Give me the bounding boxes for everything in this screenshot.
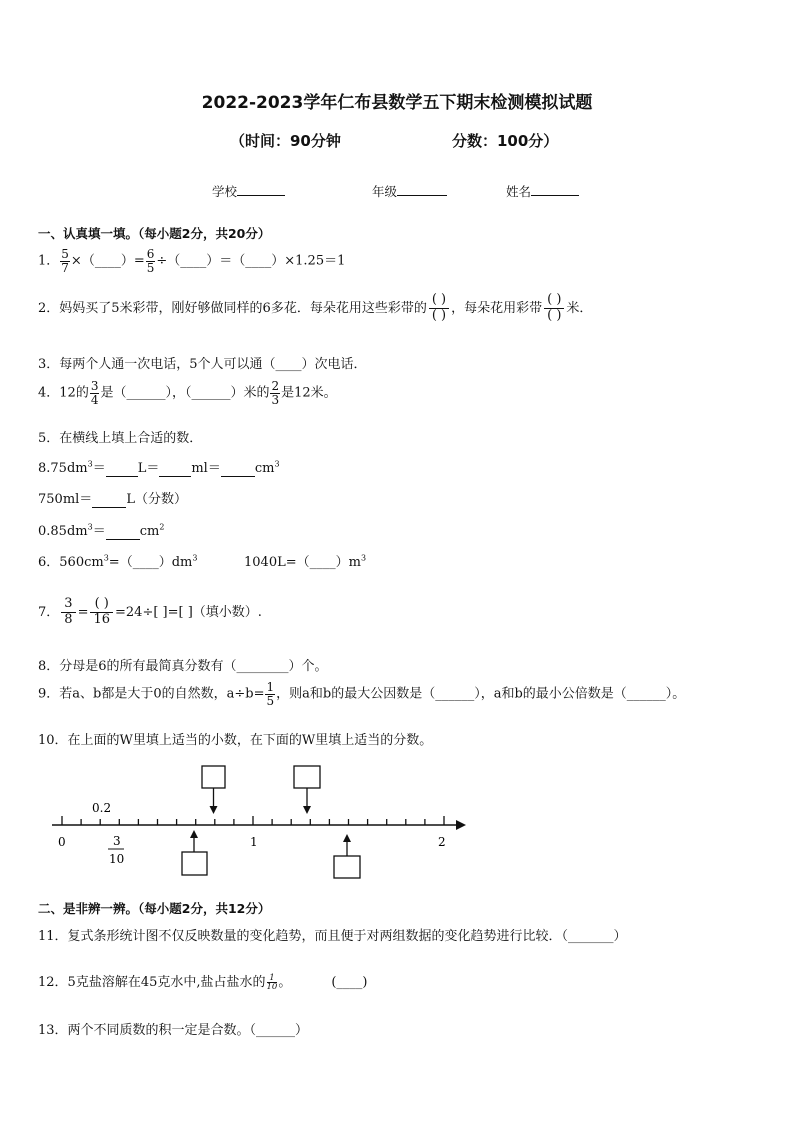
question-5-intro: 5．在横线上填上合适的数． bbox=[38, 431, 203, 446]
question-9: 9．若a、b都是大于0的自然数，a÷b= $\frac{1}{5}$ ，则a和b的最大公因数是（______），a和b的最小公倍数是（______）。 bbox=[38, 680, 686, 708]
q1-number: 1． bbox=[38, 253, 60, 269]
q2-text-2: ，每朵花用彩带 bbox=[451, 300, 543, 316]
q12-fraction: $\frac{1}{10}$ bbox=[266, 972, 278, 992]
exam-score: 分数：100分） bbox=[452, 132, 559, 150]
label-fraction-denominator: 10 bbox=[109, 852, 125, 866]
q2-fraction-1: ( ) ( ) bbox=[429, 293, 449, 324]
grade-blank[interactable] bbox=[397, 183, 447, 196]
arrow-head-top-1 bbox=[210, 806, 218, 814]
question-5-line-3: $0.85dm^3= cm^2$ bbox=[38, 522, 165, 539]
number-line-ticks bbox=[62, 816, 444, 825]
school-field[interactable] bbox=[212, 182, 285, 200]
question-12: 12．5克盐溶解在45克水中,盐占盐水的 $\frac{1}{10}$ 。 (____) bbox=[38, 972, 368, 992]
answer-box-top-1[interactable] bbox=[202, 766, 225, 788]
label-two: 2 bbox=[438, 835, 446, 849]
question-3: 3．每两个人通一次电话，5个人可以通（____）次电话． bbox=[38, 357, 367, 372]
q1-text-1: ×（____）= bbox=[70, 253, 145, 269]
question-7: 7． $\frac{3}{8}$ = ( ) 16 =24÷[ ]=[ ]（填小数）. bbox=[38, 596, 262, 627]
name-field[interactable] bbox=[506, 182, 579, 200]
school-blank[interactable] bbox=[237, 183, 285, 196]
q4-text-2: 是（______），（______）米的 bbox=[100, 385, 270, 401]
question-5-line-2: 750ml＝ L（分数） bbox=[38, 492, 187, 507]
q2-text-1: 2．妈妈买了5米彩带，刚好够做同样的6多花．每朵花用这些彩带的 bbox=[38, 300, 427, 316]
name-label: 姓名 bbox=[506, 184, 532, 199]
page-title: 2022-2023学年仁布县数学五下期末检测模拟试题 bbox=[201, 93, 593, 113]
section-1-heading: 一、认真填一填。（每小题2分，共20分） bbox=[38, 226, 271, 241]
name-blank[interactable] bbox=[531, 183, 579, 196]
label-one: 1 bbox=[250, 835, 258, 849]
q7-fraction-1: $\frac{3}{8}$ bbox=[61, 597, 75, 628]
q9-fraction: $\frac{1}{5}$ bbox=[266, 680, 275, 708]
grade-field[interactable] bbox=[372, 182, 447, 200]
arrow-head-bottom-1 bbox=[190, 830, 198, 838]
number-line-diagram bbox=[40, 760, 480, 885]
label-fraction-numerator: 3 bbox=[113, 834, 121, 848]
q1-text-2: ÷（____）＝（____）×1.25＝1 bbox=[156, 253, 346, 269]
question-8: 8．分母是6的所有最简真分数有（________）个。 bbox=[38, 659, 328, 674]
q4-text-3: 是12米。 bbox=[281, 385, 337, 401]
section-2-heading: 二、是非辨一辨。（每小题2分，共12分） bbox=[38, 901, 271, 916]
school-label: 学校 bbox=[212, 184, 238, 199]
arrow-head-top-2 bbox=[303, 806, 311, 814]
q4-fraction-1: $\frac{3}{4}$ bbox=[90, 379, 99, 407]
q7-fraction-2: ( ) 16 bbox=[90, 597, 113, 628]
question-6-part-2: $1040L=(\_\_\_\_)m^3$ bbox=[244, 553, 367, 570]
q5-blank-4[interactable] bbox=[92, 492, 126, 508]
arrow-head-bottom-2 bbox=[343, 834, 351, 842]
question-4 bbox=[38, 380, 337, 406]
q5-blank-3[interactable] bbox=[221, 461, 255, 477]
question-2 bbox=[38, 293, 592, 324]
q5-blank-1[interactable] bbox=[106, 461, 138, 477]
answer-box-bottom-1[interactable] bbox=[182, 852, 207, 875]
answer-box-top-2[interactable] bbox=[294, 766, 320, 788]
q1-fraction-1: $\frac{5}{7}$ bbox=[61, 247, 69, 275]
question-6-part-1: 6．$560cm^3=(\_\_\_\_)dm^3$ bbox=[38, 553, 198, 570]
q2-text-3: 米． bbox=[566, 300, 593, 316]
q4-fraction-2: $\frac{2}{3}$ bbox=[271, 379, 280, 407]
grade-label: 年级 bbox=[372, 184, 398, 199]
q2-fraction-2: ( ) ( ) bbox=[544, 293, 564, 324]
question-11: 11．复式条形统计图不仅反映数量的变化趋势，而且便于对两组数据的变化趋势进行比较．（_______） bbox=[38, 929, 627, 944]
number-line-arrowhead bbox=[456, 820, 466, 830]
question-1 bbox=[38, 248, 345, 274]
label-zero: 0 bbox=[58, 835, 66, 849]
label-0-2: 0.2 bbox=[92, 801, 112, 815]
question-10: 10．在上面的W里填上适当的小数，在下面的W里填上适当的分数。 bbox=[38, 733, 433, 748]
q5-blank-2[interactable] bbox=[159, 461, 191, 477]
question-13: 13．两个不同质数的积一定是合数。（______） bbox=[38, 1023, 309, 1038]
exam-time: （时间：90分钟 bbox=[230, 132, 341, 150]
q4-text-1: 4．12的 bbox=[38, 385, 89, 401]
q1-fraction-2: $\frac{6}{5}$ bbox=[146, 247, 155, 275]
answer-box-bottom-2[interactable] bbox=[334, 856, 360, 878]
q5-blank-5[interactable] bbox=[106, 524, 140, 540]
question-5-line-1: $8.75dm^3= L= ml= cm^3$ bbox=[38, 459, 280, 476]
